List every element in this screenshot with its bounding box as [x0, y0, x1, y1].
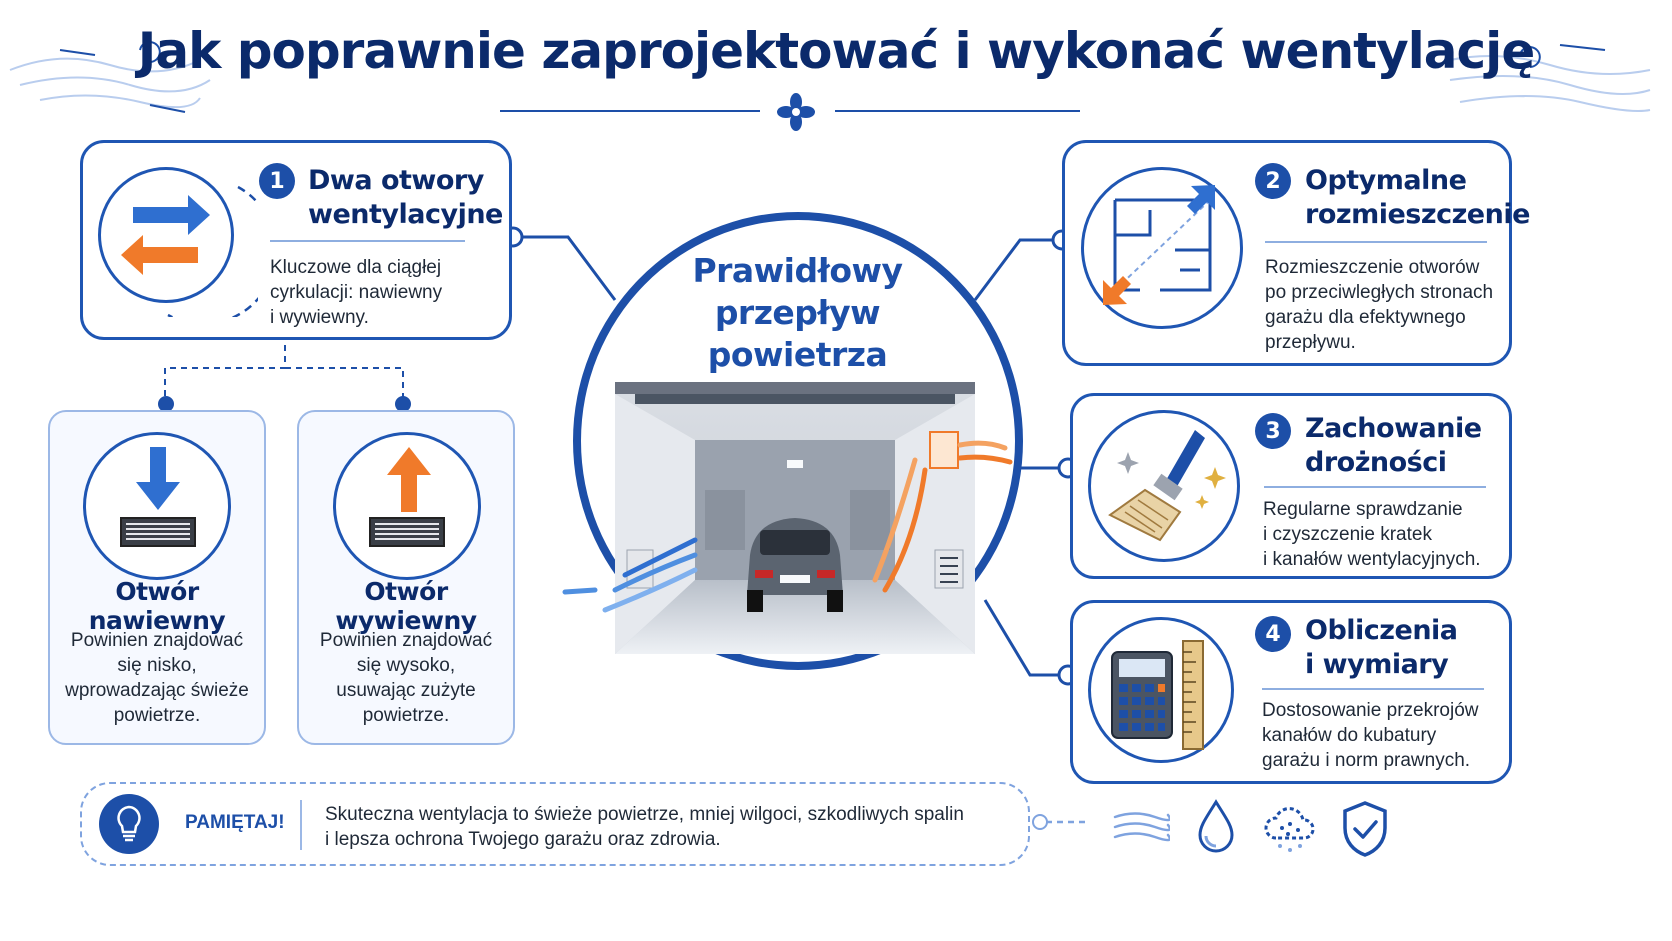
brush-icon	[1100, 420, 1230, 550]
water-drop-icon	[1196, 798, 1236, 854]
card-4-title-line1: Obliczenia	[1305, 615, 1458, 646]
vent-grille-icon	[369, 517, 445, 547]
cloud-particles-icon	[1262, 800, 1318, 856]
card-3-desc-line: Regularne sprawdzanie	[1263, 499, 1463, 520]
card-2-number: 2	[1255, 163, 1291, 199]
center-title-line: Prawidłowy	[692, 251, 903, 290]
inlet-desc-line: wprowadzając świeże	[65, 680, 249, 701]
card-inlet-opening	[48, 410, 266, 745]
card-3-title-line2: drożności	[1305, 447, 1447, 478]
outlet-desc-line: powietrze.	[362, 705, 450, 726]
card-3-number: 3	[1255, 413, 1291, 449]
card-2-desc-line: przepływu.	[1265, 332, 1356, 353]
center-title-line: przepływ powietrza	[707, 293, 888, 374]
card-3-title	[1305, 412, 1482, 480]
card-1-title-line2: wentylacyjne	[308, 199, 503, 230]
page-title: Jak poprawnie zaprojektować i wykonać wentylację	[137, 22, 1535, 80]
card-2-desc-line: Rozmieszczenie otworów	[1265, 257, 1480, 278]
inlet-desc-line: się nisko,	[117, 655, 197, 676]
inlet-description	[50, 628, 264, 728]
remember-text	[325, 802, 964, 852]
card-4-desc-line: Dostosowanie przekrojów	[1262, 700, 1479, 721]
arrow-down-icon	[118, 442, 198, 522]
vent-grille-icon	[120, 517, 196, 547]
card-4-desc-line: garażu i norm prawnych.	[1262, 750, 1471, 771]
card-1-desc-line: cyrkulacji: nawiewny	[270, 282, 443, 303]
card-3-rule	[1264, 486, 1486, 488]
card-4-title-line2: i wymiary	[1305, 649, 1449, 680]
remember-text-line: i lepsza ochrona Twojego garażu oraz zdrowia.	[325, 829, 721, 850]
card-4-number: 4	[1255, 616, 1291, 652]
card-4-rule	[1262, 688, 1484, 690]
outlet-desc-line: Powinien znajdować	[319, 630, 493, 651]
outlet-description	[299, 628, 513, 728]
card-3-desc-line: i kanałów wentylacyjnych.	[1263, 549, 1481, 570]
remember-label: PAMIĘTAJ!	[185, 812, 285, 833]
outlet-desc-line: usuwając zużyte	[336, 680, 476, 701]
card-1-title	[308, 164, 503, 232]
lightbulb-icon	[98, 793, 160, 855]
arrow-up-icon	[369, 442, 449, 522]
card-3-desc-line: i czyszczenie kratek	[1263, 524, 1432, 545]
shield-check-icon	[1340, 800, 1390, 858]
card-1-number: 1	[259, 163, 295, 199]
card-1-title-line1: Dwa otwory	[308, 165, 484, 196]
card-1-rule	[270, 240, 465, 242]
card-3-description	[1263, 497, 1481, 572]
card-4-description	[1262, 698, 1479, 773]
card-2-desc-line: garażu dla efektywnego	[1265, 307, 1466, 328]
card-4-title	[1305, 614, 1458, 682]
outlet-title: Otwór wywiewny	[335, 577, 477, 635]
outlet-desc-line: się wysoko,	[356, 655, 456, 676]
card-3-title-line1: Zachowanie	[1305, 413, 1482, 444]
card-1-description	[270, 255, 442, 330]
card-1-desc-line: Kluczowe dla ciągłej	[270, 257, 442, 278]
card-2-description	[1265, 255, 1493, 355]
garage-illustration	[555, 380, 1025, 655]
inlet-desc-line: Powinien znajdować	[70, 630, 244, 651]
card-4-desc-line: kanałów do kubatury	[1262, 725, 1437, 746]
card-2-title	[1305, 164, 1530, 232]
inlet-title: Otwór nawiewny	[88, 577, 226, 635]
card-2-title-line2: rozmieszczenie	[1305, 199, 1530, 230]
card-2-title-line1: Optymalne	[1305, 165, 1467, 196]
ruler-icon	[1182, 640, 1204, 750]
card-outlet-opening	[297, 410, 515, 745]
remember-divider	[300, 800, 302, 850]
card-1-desc-line: i wywiewny.	[270, 307, 369, 328]
remember-text-line: Skuteczna wentylacja to świeże powietrze, mniej wilgoci, szkodliwych spalin	[325, 804, 964, 825]
card-2-rule	[1265, 241, 1487, 243]
calculator-icon	[1110, 650, 1175, 740]
floor-plan-icon	[1095, 180, 1230, 315]
arrows-exchange-icon	[98, 167, 258, 317]
card-2-desc-line: po przeciwległych stronach	[1265, 282, 1494, 303]
air-flow-icon	[1110, 805, 1170, 845]
inlet-desc-line: powietrze.	[113, 705, 201, 726]
